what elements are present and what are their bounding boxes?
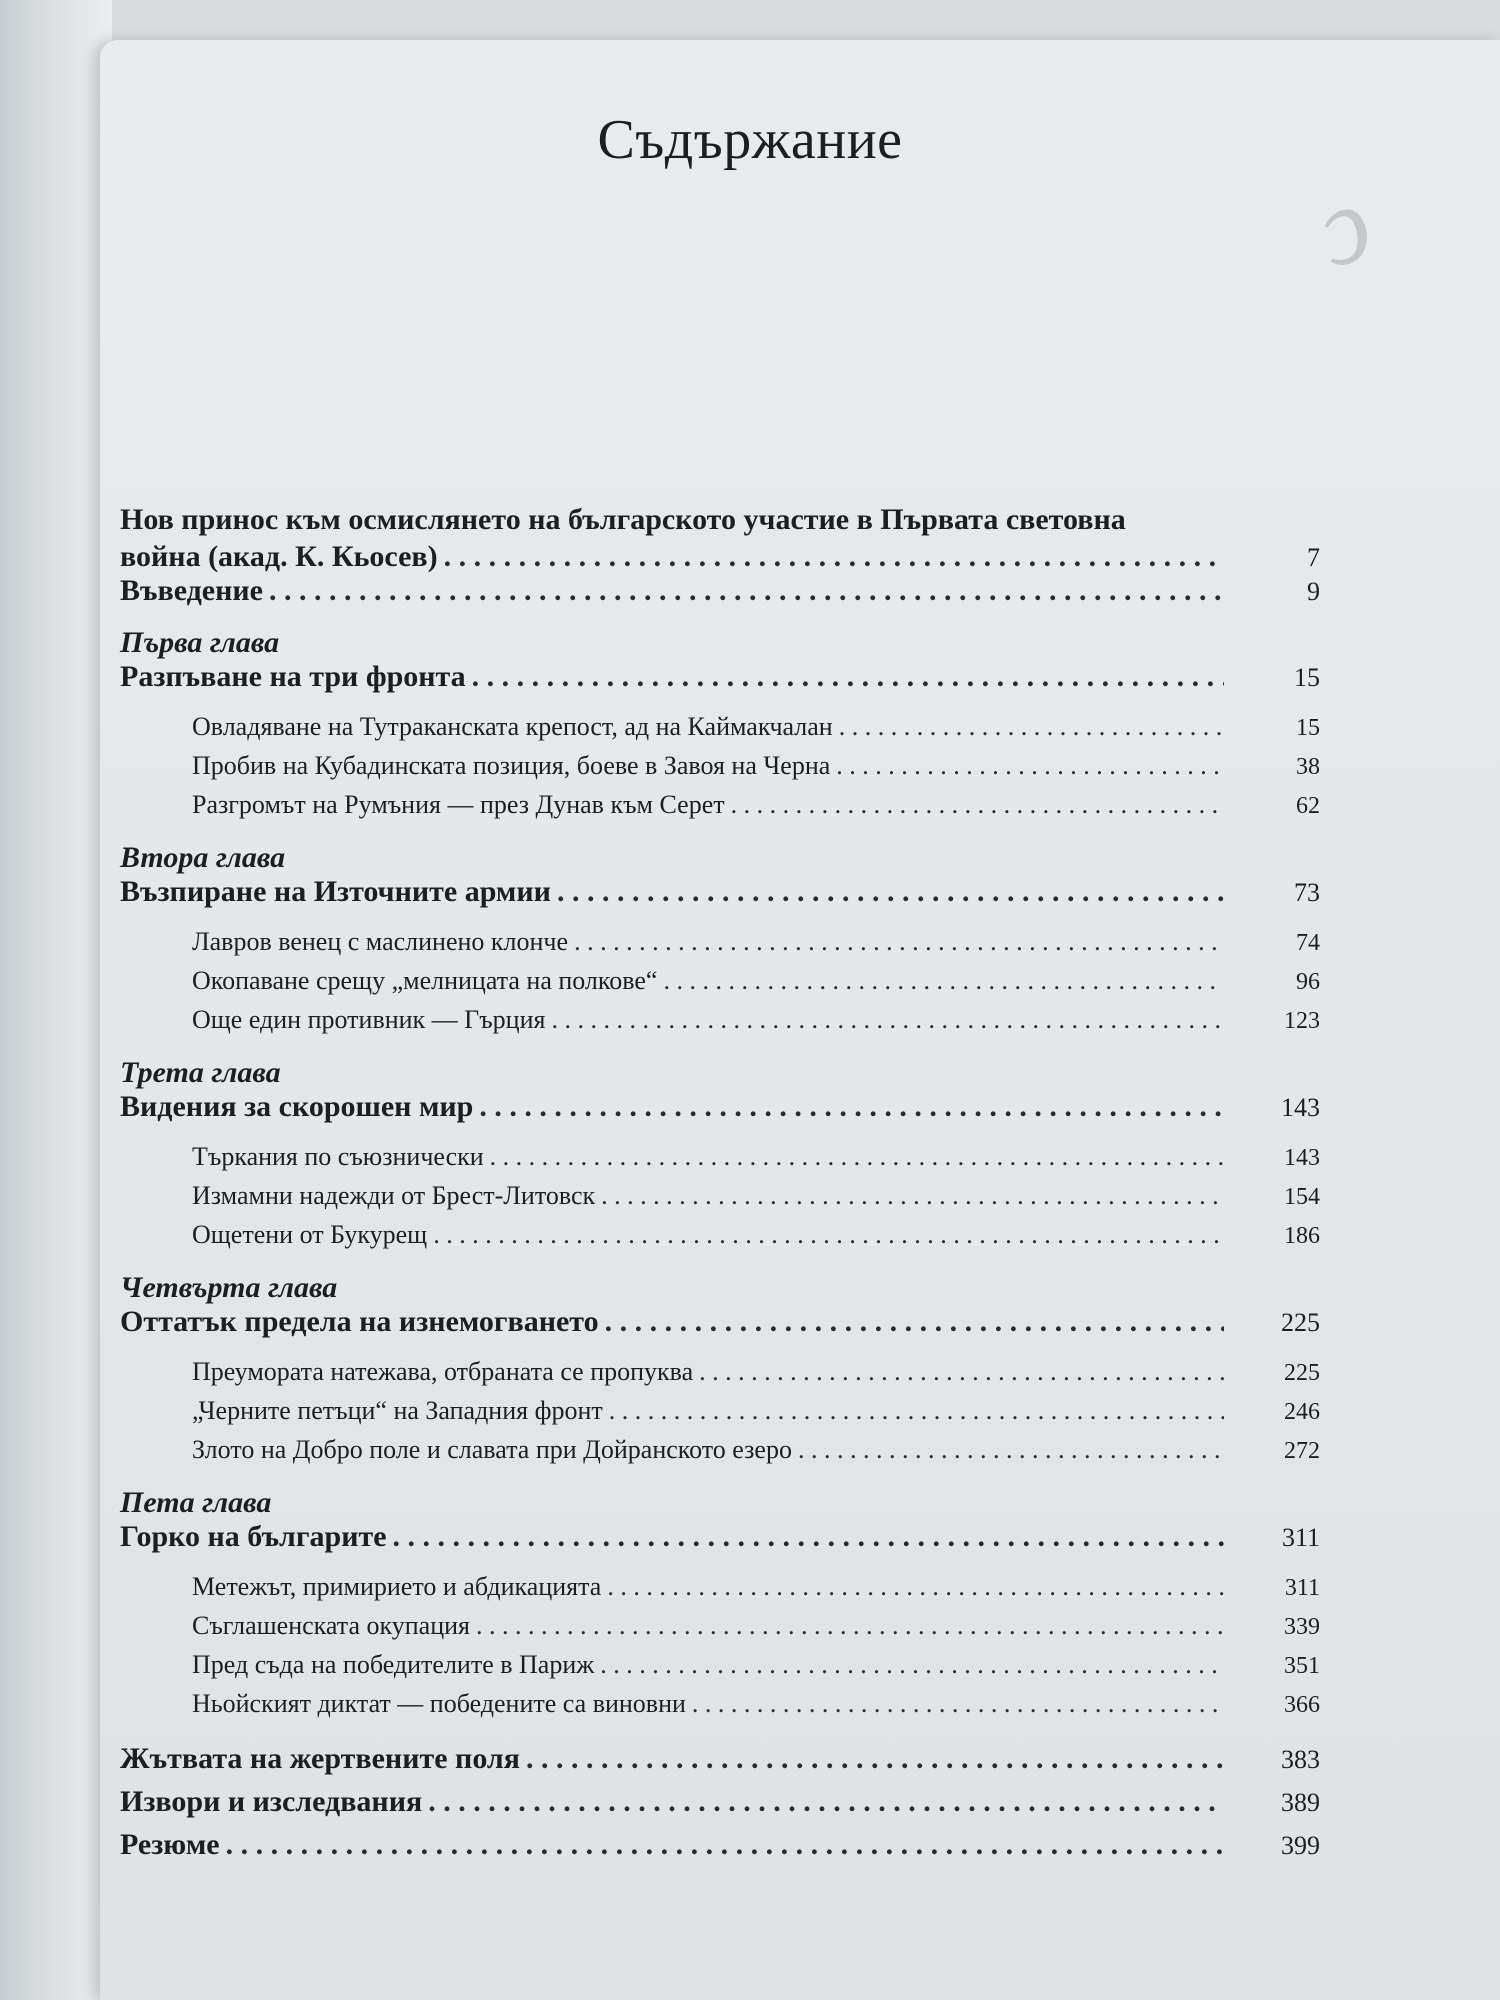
toc-section — [120, 1392, 1320, 1431]
section-title: Преумората натежава, отбраната се пропуква — [192, 1357, 694, 1386]
toc-page-number: 38 — [1296, 754, 1320, 780]
toc-page-number: 7 — [1307, 543, 1320, 572]
leader-dots — [490, 1138, 1224, 1175]
toc-page-number: 143 — [1284, 1145, 1320, 1171]
leader-dots — [601, 1177, 1224, 1214]
toc-page-number: 186 — [1284, 1223, 1320, 1249]
toc-page-number: 389 — [1281, 1788, 1320, 1817]
leader-dots — [433, 1216, 1224, 1253]
toc-page-number: 272 — [1284, 1438, 1320, 1464]
leader-dots — [605, 1305, 1224, 1339]
toc-page-number: 9 — [1307, 577, 1320, 606]
pencil-mark-icon: ↄ — [1298, 160, 1387, 292]
toc-page-number: 225 — [1284, 1360, 1320, 1386]
chapter-label: Трета глава — [120, 1056, 281, 1089]
toc-page-number: 15 — [1296, 715, 1320, 741]
section-title: Лавров венец с маслинено клонче — [192, 927, 569, 956]
leader-dots — [609, 1392, 1224, 1429]
toc-page-number: 339 — [1284, 1614, 1320, 1640]
toc-page-number: 62 — [1296, 793, 1320, 819]
toc-section — [120, 1216, 1320, 1255]
toc-page-number: 143 — [1281, 1093, 1320, 1122]
toc-section — [120, 1177, 1320, 1216]
toc-page-number: 123 — [1284, 1008, 1320, 1034]
toc-section — [120, 1431, 1320, 1470]
toc-introduction — [120, 574, 1320, 608]
toc-chapter-2 — [120, 841, 1320, 1040]
chapter-title: Разпъване на три фронта — [120, 660, 466, 693]
table-of-contents — [120, 500, 1320, 1867]
chapter-title: Възпиране на Източните армии — [120, 875, 551, 908]
section-title: Още един противник — Гърция — [192, 1005, 546, 1034]
toc-section — [120, 708, 1320, 747]
leader-dots — [692, 1685, 1224, 1722]
leader-dots — [393, 1520, 1224, 1554]
toc-section — [120, 1685, 1320, 1724]
section-title: Окопаване срещу „мелницата на полкове“ — [192, 966, 658, 995]
toc-section — [120, 1607, 1320, 1646]
toc-chapter-3 — [120, 1056, 1320, 1255]
section-title: Разгромът на Румъния — през Дунав към Серет — [192, 790, 725, 819]
section-title: Овладяване на Тутраканската крепост, ад на Каймакчалан — [192, 712, 833, 741]
leader-dots — [526, 1738, 1224, 1780]
leader-dots — [836, 747, 1224, 784]
toc-section — [120, 1646, 1320, 1685]
leader-dots — [226, 1824, 1224, 1866]
leader-dots — [551, 1001, 1224, 1038]
toc-section — [120, 1001, 1320, 1040]
leader-dots — [269, 574, 1224, 608]
leader-dots — [574, 923, 1224, 960]
leader-dots — [839, 708, 1224, 745]
leader-dots — [663, 962, 1224, 999]
toc-page-number: 73 — [1294, 878, 1320, 907]
toc-intro — [120, 540, 1320, 574]
leader-dots — [476, 1607, 1224, 1644]
toc-section — [120, 786, 1320, 825]
toc-page-number: 154 — [1284, 1184, 1320, 1210]
toc-entry-title: Въведение — [120, 574, 263, 607]
section-title: Пробив на Кубадинската позиция, боеве в Завоя на Черна — [192, 751, 831, 780]
toc-page-number: 351 — [1284, 1653, 1320, 1679]
toc-entry-title: Резюме — [120, 1828, 220, 1861]
section-title: Пред съда на победителите в Париж — [192, 1650, 595, 1679]
toc-chapter-4 — [120, 1271, 1320, 1470]
toc-section — [120, 962, 1320, 1001]
section-title: Ньойският диктат — победените са виновни — [192, 1689, 686, 1718]
section-title: Злото на Добро поле и славата при Дойранското езеро — [192, 1435, 792, 1464]
toc-chapter-1 — [120, 626, 1320, 825]
chapter-label: Първа глава — [120, 626, 280, 659]
toc-entry-title: Жътвата на жертвените поля — [120, 1742, 520, 1775]
section-title: Търкания по съюзнически — [192, 1142, 484, 1171]
chapter-label: Втора глава — [120, 841, 286, 874]
chapter-title: Горко на българите — [120, 1520, 387, 1553]
book-spine-edge — [0, 0, 112, 2000]
toc-intro-line1: Нов принос към осмислянето на българското участие в Първата световна — [120, 503, 1126, 536]
leader-dots — [557, 875, 1224, 909]
leader-dots — [444, 540, 1224, 574]
chapter-title: Видения за скорошен мир — [120, 1090, 474, 1123]
chapter-label: Пета глава — [120, 1486, 272, 1519]
leader-dots — [607, 1568, 1224, 1605]
toc-page-number: 15 — [1294, 663, 1320, 692]
toc-section — [120, 1138, 1320, 1177]
chapter-title-row — [120, 1305, 1320, 1339]
leader-dots — [798, 1431, 1224, 1468]
leader-dots — [731, 786, 1224, 823]
toc-page-number: 246 — [1284, 1399, 1320, 1425]
chapter-title-row — [120, 660, 1320, 694]
toc-entry-title: Извори и изследвания — [120, 1785, 423, 1818]
chapter-title-row — [120, 1520, 1320, 1554]
leader-dots — [479, 1090, 1224, 1124]
page-title: Съдържание — [597, 109, 903, 171]
toc-page-number: 74 — [1296, 930, 1320, 956]
chapter-label: Четвърта глава — [120, 1271, 338, 1304]
toc-section — [120, 923, 1320, 962]
toc-section — [120, 1568, 1320, 1607]
leader-dots — [428, 1781, 1224, 1823]
section-title: Ощетени от Букурещ — [192, 1220, 428, 1249]
toc-page-number: 96 — [1296, 969, 1320, 995]
leader-dots — [699, 1353, 1224, 1390]
toc-section — [120, 747, 1320, 786]
toc-page-number: 383 — [1281, 1745, 1320, 1774]
section-title: „Черните петъци“ на Западния фронт — [192, 1396, 603, 1425]
leader-dots — [472, 660, 1224, 694]
chapter-title-row — [120, 875, 1320, 909]
toc-closing-entry — [120, 1738, 1320, 1781]
chapter-title: Оттатък предела на изнемогването — [120, 1305, 599, 1338]
toc-page-number: 399 — [1281, 1831, 1320, 1860]
toc-page-number: 311 — [1281, 1523, 1320, 1552]
toc-closing-entry — [120, 1781, 1320, 1824]
toc-page-number: 311 — [1284, 1575, 1320, 1601]
section-title: Съглашенската окупация — [192, 1611, 470, 1640]
leader-dots — [600, 1646, 1224, 1683]
toc-intro-line2: война (акад. К. Кьосев) — [120, 540, 438, 573]
toc-page-number: 366 — [1284, 1692, 1320, 1718]
section-title: Метежът, примирието и абдикацията — [192, 1572, 602, 1601]
toc-page-number: 225 — [1281, 1308, 1320, 1337]
chapter-title-row — [120, 1090, 1320, 1124]
section-title: Измамни надежди от Брест-Литовск — [192, 1181, 596, 1210]
toc-closing-entry — [120, 1824, 1320, 1867]
toc-chapter-5 — [120, 1486, 1320, 1724]
toc-section — [120, 1353, 1320, 1392]
